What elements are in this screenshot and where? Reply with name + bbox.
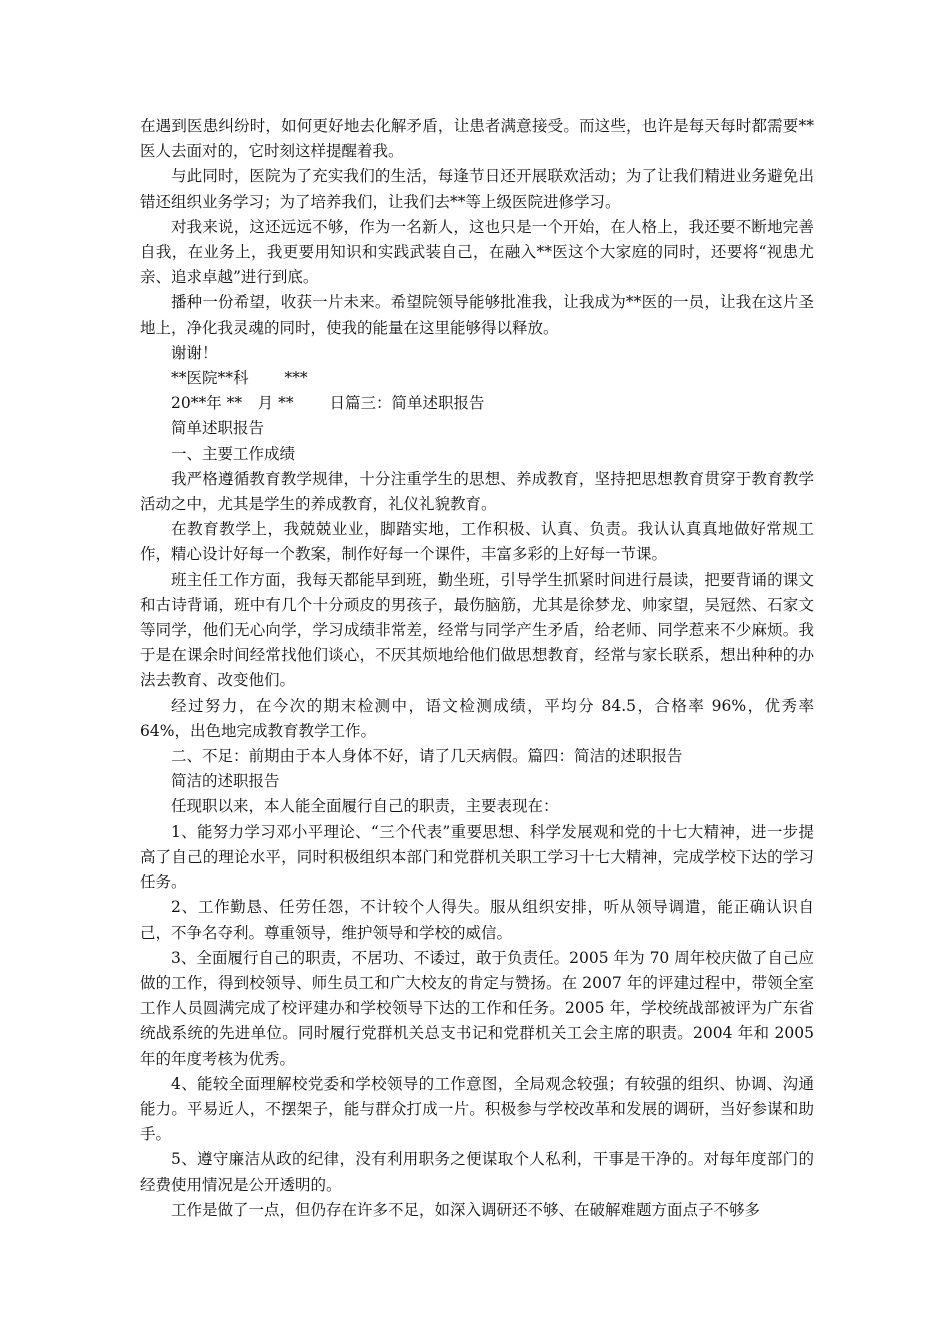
paragraph: 在教育教学上，我兢兢业业，脚踏实地，工作积极、认真、负责。我认认真真地做好常规工作，精心设计好每一个教案，制作好每一个课件，丰富多彩的上好每一节课。: [140, 520, 814, 564]
section-title: 简洁的述职报告: [171, 772, 280, 791]
paragraph: 播种一份希望，收获一片未来。希望院领导能够批准我，让我成为**医的一员，让我在这片圣地上，净化我灵魂的同时，使我的能量在这里能够得以释放。: [140, 293, 814, 337]
paragraph: 任现职以来，本人能全面履行自己的职责，主要表现在：: [171, 797, 559, 816]
list-item: 1、能努力学习邓小平理论、“三个代表”重要思想、科学发展观和党的十七大精神，进一步提高了自己的理论水平，同时积极组织本部门和党群机关职工学习十七大精神，完成学校下达的学习任务。: [140, 822, 814, 892]
section-heading: 一、主要工作成绩: [171, 444, 296, 463]
section-heading: 二、不足：前期由于本人身体不好，请了几天病假。篇四：简洁的述职报告: [171, 747, 683, 766]
paragraph: 班主任工作方面，我每天都能早到班，勤坐班，引导学生抓紧时间进行晨读，把要背诵的课文和古诗背诵，班中有几个十分顽皮的男孩子，最伤脑筋，尤其是徐梦龙、帅家望，吴冠然、石家文等同学，他们无心向学，学习成绩非常差，经常与同学产生矛盾，给老师、同学惹来不少麻烦。我于是在课余时间经常找他们谈心，不厌其烦地给他们做思想教育，经常与家长联系，想出种种的办法去教育、改变他们。: [140, 570, 814, 690]
list-item: 4、能较全面理解校党委和学校领导的工作意图，全局观念较强；有较强的组织、协调、沟通能力。平易近人，不摆架子，能与群众打成一片。积极参与学校改革和发展的调研，当好参谋和助手。: [140, 1074, 814, 1144]
list-item: 3、全面履行自己的职责，不居功、不诿过，敢于负责任。2005 年为 70 周年校庆做了自己应做的工作，得到校领导、师生员工和广大校友的肯定与赞扬。在 2007 年的评建过程中，带领全室工作人员圆满完成了校评建办和学校领导下达的工作和任务。2005 年，学校统战部被评为广东省统战系统的先进单位。同时履行党群机关总支书记和党群机关工会主席的职责。2004 年和 2005 年的年度考核为优秀。: [140, 948, 819, 1068]
signature-line: **医院**科 ***: [171, 369, 308, 388]
paragraph: 我严格遵循教育教学规律，十分注重学生的思想、养成教育，坚持把思想教育贯穿于教育教学活动之中，尤其是学生的养成教育，礼仪礼貌教育。: [140, 469, 814, 514]
list-item: 5、遵守廉洁从政的纪律，没有利用职务之便谋取个人私利，干事是干净的。对每年度部门的经费使用情况是公开透明的。: [140, 1150, 814, 1194]
date-line: 20**年 ** 月 ** 日篇三：简单述职报告: [171, 394, 485, 413]
paragraph: 经过努力，在今次的期末检测中，语文检测成绩，平均分 84.5，合格率 96%，优秀率 64%，出色地完成教育教学工作。: [140, 696, 819, 740]
closing-thanks: 谢谢！: [171, 343, 218, 362]
paragraph: 与此同时，医院为了充实我们的生活，每逢节日还开展联欢活动；为了让我们精进业务避免出错还组织业务学习；为了培养我们，让我们去**等上级医院进修学习。: [140, 167, 814, 211]
paragraph: 在遇到医患纠纷时，如何更好地去化解矛盾，让患者满意接受。而这些，也许是每天每时都需要**医人去面对的，它时刻这样提醒着我。: [140, 117, 814, 161]
paragraph: 对我来说，这还远远不够，作为一名新人，这也只是一个开始，在人格上，我还要不断地完善自我，在业务上，我更要用知识和实践武装自己，在融入**医这个大家庭的同时，还要将“视患尤亲、追求卓越”进行到底。: [140, 217, 814, 287]
paragraph: 工作是做了一点，但仍存在许多不足，如深入调研还不够、在破解难题方面点子不够多: [171, 1200, 761, 1219]
list-item: 2、工作勤恳、任劳任怨，不计较个人得失。服从组织安排，听从领导调遣，能正确认识自己，不争名夺利。尊重领导，维护领导和学校的威信。: [140, 898, 814, 942]
section-title: 简单述职报告: [171, 419, 265, 438]
document-body: [140, 114, 819, 1223]
